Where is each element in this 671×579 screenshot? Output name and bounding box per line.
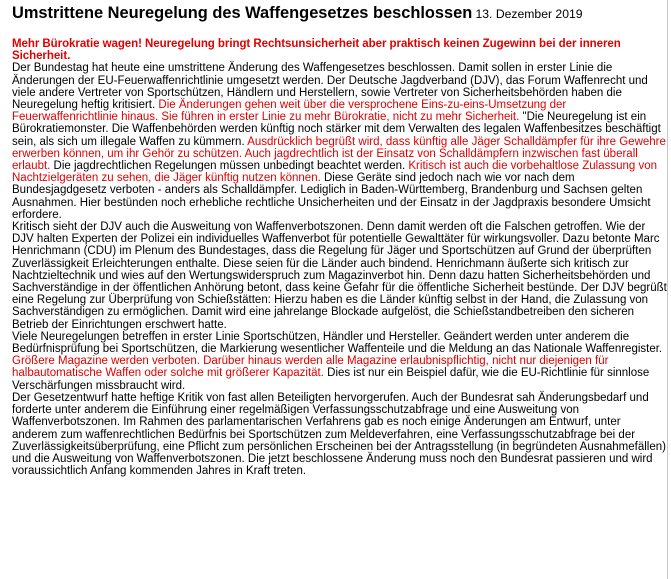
article-lead: Mehr Bürokratie wagen! Neuregelung bringt Rechtsunsicherheit aber praktisch keinen Zugewinn bei der inneren Sicherheit. [12, 38, 621, 63]
page-border [667, 0, 668, 579]
paragraph-1 [12, 62, 667, 221]
article-title: Umstrittene Neuregelung des Waffengesetzes beschlossen [12, 4, 473, 22]
paragraph-1-highlight-3: Kritisch ist auch die vorbehaltlose Zulassung von Nachtzielgeräten zu sehen, die Jäger künftig nutzen können. [12, 160, 658, 185]
paragraph-3-highlight-1: Größere Magazine werden verboten. Darüber hinaus werden alle Magazine erlaubnispflichtig, nicht nur diejenigen für halbautomatische Waffen oder solche mit größerer Kapazität. [12, 355, 609, 380]
article-date: 13. Dezember 2019 [475, 7, 583, 21]
paragraph-3-text-1: Viele Neuregelungen betreffen in erster Linie Sportschützen, Händler und Hersteller. Geändert werden unter anderem die Bedürfnisprüfung bei Sportschützen, die Markierung wesentlicher Waffenteile und die Meldung an das Nationale Waffenregister. [12, 330, 663, 356]
paragraph-3-text-2: Dies ist nur ein Beispiel dafür, wie die EU-Richtlinie für sinnlose Verschärfungen missbraucht wird. [12, 367, 650, 392]
paragraph-1-highlight-2: Ausdrücklich begrüßt wird, dass künftig alle Jäger Schalldämpfer für ihre Gewehre erwerben können, um ihr Gehör zu schützen. Auch jagdrechtlich ist der Einsatz von Schalldämpfern inzwischen fast überall erlaubt. [12, 135, 666, 173]
paragraph-1-text-2: "Die Neuregelung ist ein Bürokratiemonster. Die Waffenbehörden werden künftig noch stärker mit dem Verwalten des legalen Waffenbesitzes beschäftigt sein, als sich um illegale Waffen zu kümmern. [12, 111, 661, 148]
paragraph-3 [12, 331, 667, 392]
paragraph-4: Der Gesetzentwurf hatte heftige Kritik von fast allen Beteiligten hervorgerufen. Auch der Bundesrat sah Änderungsbedarf und forderte unter anderem die Einführung einer regelmäßigen Verfassungsschutzabfrage und eine Ausweitung von Waffenverbotszonen. Im Rahmen des parlamentarischen Verfahrens gab es noch einige Änderungen am Entwurf, unter anderem zum waffenrechtlichen Bedürfnis bei Sportschützen zum Meldeverfahren, eine Verfassungsschutzabfrage bei der Zuverlässigkeitsüberprüfung, eine Pflicht zum persönlichen Erscheinen bei der Antragsstellung (in begründeten Ausnahmefällen) und die Ausweitung von Waffenverbotszonen. Die jetzt beschlossene Änderung muss noch den Bundesrat passieren und wird voraussichtlich Anfang kommenden Jahres in Kraft treten. [12, 391, 666, 478]
paragraph-2: Kritisch sieht der DJV auch die Ausweitung von Waffenverbotszonen. Denn damit werden oft die Falschen getroffen. Wie der DJV halten Experten der Polizei ein individuelles Waffenverbot für potentielle Gewalttäter für wirkungsvoller. Dazu betonte Marc Henrichmann (CDU) im Plenum des Bundestages, dass die Regelung für Jäger und Sportschützen auf Grund der überprüften Zuverlässigkeit Erleichterungen enthalte. Diese seien für die Länder auch bindend. Henrichmann äußerte sich kritisch zur Nachtzieltechnik und wies auf den Wertungswiderspruch zum Magazinverbot hin. Denn dazu hatten Sicherheitsbehörden und Sachverständige in der öffentlichen Anhörung betont, dass keine Gefahr für die öffentliche Sicherheit bestünde. Der DJV begrüßt eine Regelung zur Überprüfung von Schießstätten: Hierzu haben es die Länder künftig selbst in der Hand, die Zulassung von Sachverständigen zu ermöglichen. Damit wird eine jahrelange Blockade aufgelöst, die Schießstandbetreiben den sicheren Betrieb der Einrichtungen erschwert hatte. [12, 221, 667, 331]
article-header [12, 2, 667, 26]
paragraph-1-highlight-1: Die Änderungen gehen weit über die versprochene Eins-zu-eins-Umsetzung der Feuerwaffenrichtlinie hinaus. Sie führen in erster Linie zu mehr Bürokratie, nicht zu mehr Sicherheit. [12, 99, 567, 124]
paragraph-1-text-4: Diese Geräte sind jedoch nach wie vor nach dem Bundesjagdgesetz verboten - anders als Schalldämpfer. Lediglich in Baden-Württemberg, Brandenburg und Sachsen gelten Ausnahmen. Hier bestünden noch erhebliche rechtliche Unsicherheiten und der Einsatz in der Jagdpraxis besondere Umsicht erfordere. [12, 172, 651, 221]
paragraph-1-text-1: Der Bundestag hat heute eine umstrittene Änderung des Waffengesetzes beschlossen. Damit sollen in erster Linie die Änderungen der EU-Feuerwaffenrichtlinie umgesetzt werden. Der Deutsche Jagdverband (DJV), das Forum Waffenrecht und viele andere Vertreter von Sportschützen, Händlern und Herstellern, sowie Vertreter von Sicherheitsbehörden haben die Neuregelung heftig kritisiert. [12, 62, 648, 112]
paragraph-1-text-3: Die jagdrechtlichen Regelungen müssen unbedingt beachtet werden. [50, 160, 409, 173]
